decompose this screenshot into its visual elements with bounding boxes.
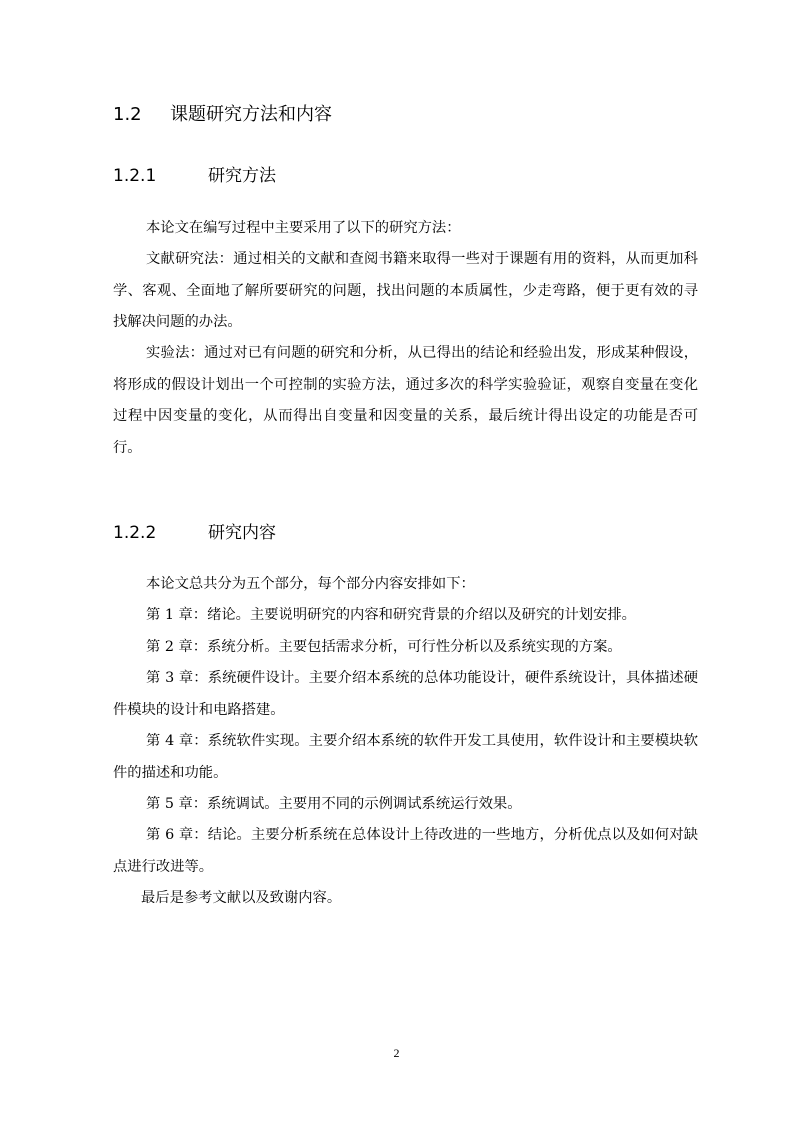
- chapter-3-item: 第 3 章：系统硬件设计。主要介绍本系统的总体功能设计，硬件系统设计，具体描述硬件模块的设计和电路搭建。: [113, 670, 698, 718]
- subsection-heading-content: [113, 521, 276, 545]
- chapter-4-item: 第 4 章：系统软件实现。主要介绍本系统的软件开发工具使用，软件设计和主要模块软件的描述和功能。: [113, 733, 698, 781]
- section-title: 课题研究方法和内容: [170, 104, 332, 125]
- methods-intro: 本论文在编写过程中主要采用了以下的研究方法：: [146, 220, 461, 236]
- subsection-number: 1.2.2: [113, 523, 157, 543]
- subsection-number: 1.2.1: [113, 166, 157, 186]
- section-number: 1.2: [113, 104, 142, 125]
- content-intro: 本论文总共分为五个部分，每个部分内容安排如下：: [146, 576, 475, 592]
- chapter-6-item: 第 6 章：结论。主要分析系统在总体设计上待改进的一些地方，分析优点以及如何对缺点进行改进等。: [113, 827, 698, 875]
- experiment-method-paragraph: 实验法：通过对已有问题的研究和分析，从已得出的结论和经验出发，形成某种假设，将形成的假设计划出一个可控制的实验方法，通过多次的科学实验验证，观察自变量在变化过程中因变量的变化，从而得出自变量和因变量的关系，最后统计得出设定的功能是否可行。: [113, 345, 698, 456]
- literature-method-paragraph: 文献研究法：通过相关的文献和查阅书籍来取得一些对于课题有用的资料，从而更加科学、客观、全面地了解所要研究的问题，找出问题的本质属性，少走弯路，便于更有效的寻找解决问题的办法。: [113, 251, 698, 330]
- subsection-title: 研究内容: [208, 523, 276, 543]
- chapter-5-item: 第 5 章：系统调试。主要用不同的示例调试系统运行效果。: [146, 796, 522, 812]
- section-heading: [113, 103, 332, 127]
- chapter-2-item: 第 2 章：系统分析。主要包括需求分析，可行性分析以及系统实现的方案。: [146, 639, 622, 655]
- chapter-1-item: 第 1 章：绪论。主要说明研究的内容和研究背景的介绍以及研究的计划安排。: [146, 607, 636, 623]
- subsection-title: 研究方法: [208, 166, 276, 186]
- closing-line: 最后是参考文献以及致谢内容。: [141, 890, 342, 906]
- subsection-heading-methods: [113, 164, 276, 188]
- page-number: 2: [393, 1046, 400, 1060]
